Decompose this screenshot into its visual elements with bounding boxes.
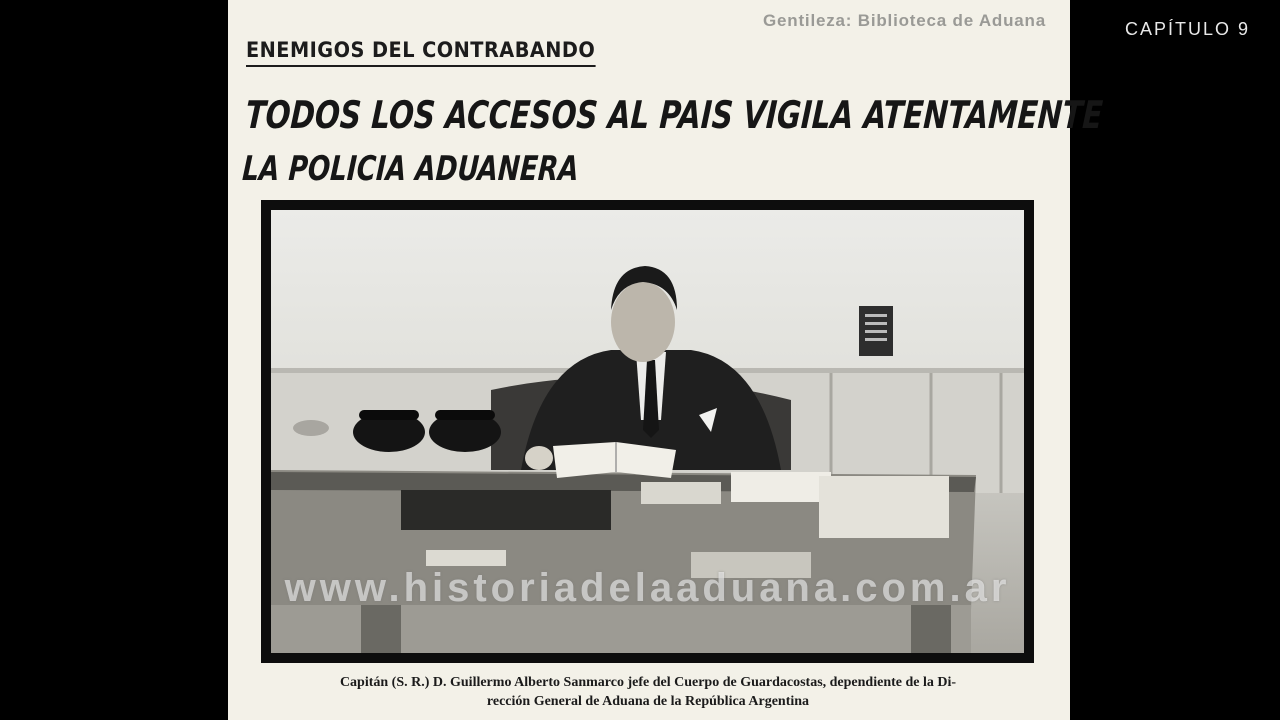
section-header: ENEMIGOS DEL CONTRABANDO — [246, 38, 595, 67]
headline — [241, 88, 1104, 196]
photo-caption — [248, 673, 1048, 711]
document-page — [228, 0, 1104, 720]
photo-frame — [261, 200, 1034, 663]
caption-line-2: rección General de Aduana de la República Argentina — [486, 694, 810, 709]
caption-line-1: Capitán (S. R.) D. Guillermo Alberto Sanmarco jefe del Cuerpo de Guardacostas, dependiente de la Di- — [339, 675, 957, 690]
watermark-url: www.historiadelaaduana.com.ar — [284, 566, 1011, 610]
archival-photograph — [271, 210, 1024, 653]
courtesy-credit: Gentileza: Biblioteca de Aduana — [763, 11, 1046, 30]
headline-line-2: LA POLICIA ADUANERA — [241, 149, 580, 189]
chapter-label: CAPÍTULO 9 — [1124, 19, 1250, 39]
headline-line-1: TODOS LOS ACCESOS AL PAIS VIGILA ATENTAMENTE — [244, 93, 1104, 137]
